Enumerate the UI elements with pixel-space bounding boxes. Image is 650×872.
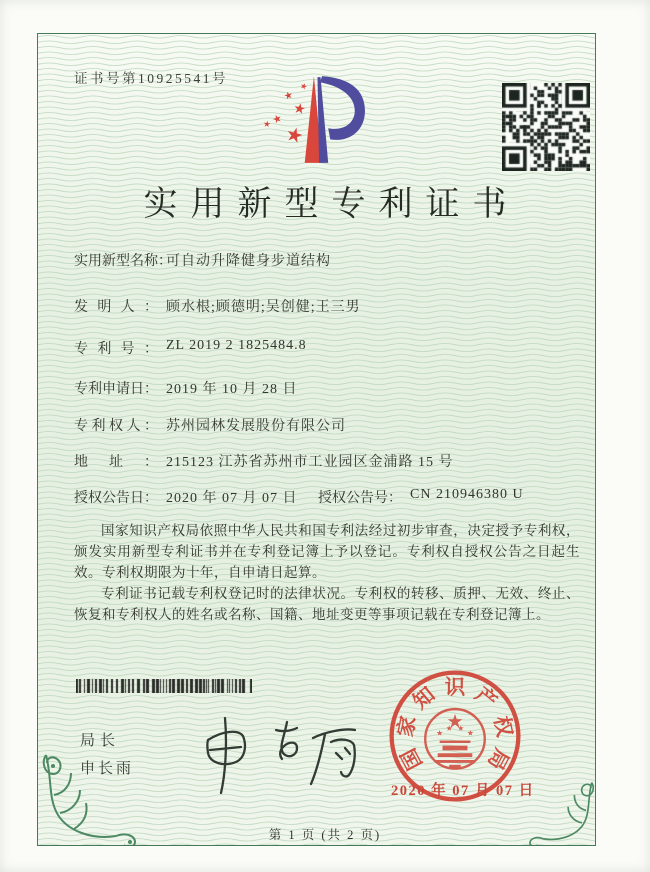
field-label: 地址：	[74, 455, 158, 470]
field-label: 实用新型名称：	[74, 254, 172, 269]
legal-text	[74, 520, 580, 625]
field-patent-number	[74, 338, 554, 358]
officer-title: 局长	[80, 733, 121, 749]
field-filing-date	[74, 378, 554, 398]
field-address	[74, 451, 554, 471]
field-label: 发明人：	[74, 300, 158, 315]
field-value: 2020 年 07 月 07 日	[166, 491, 298, 506]
legal-paragraph-2: 专利证书记载专利权登记时的法律状况。专利权的转移、质押、无效、终止、恢复和专利权人的姓名或名称、国籍、地址变更等事项记载在专利登记簿上。	[74, 586, 580, 622]
certificate-title: 实用新型专利证书	[143, 186, 520, 223]
logo-purple-p	[320, 76, 365, 140]
field-grant-number	[318, 487, 524, 507]
svg-text:局: 局	[483, 744, 513, 773]
field-value: 2019 年 10 月 28 日	[166, 382, 298, 397]
field-label: 授权公告日：	[74, 491, 158, 506]
field-label: 专利申请日：	[74, 382, 158, 397]
svg-text:识: 识	[444, 676, 466, 699]
field-value: 顾水根;顾德明;吴创健;王三男	[166, 300, 361, 315]
seal-date: 2020 年 07 月 07 日	[391, 783, 535, 799]
field-inventors	[74, 296, 554, 316]
field-label: 专利权人：	[74, 419, 158, 434]
cnipa-logo-icon	[256, 70, 380, 167]
field-utility-model-name	[74, 250, 554, 270]
field-grant-row	[74, 487, 554, 507]
field-value: 苏州园林发展股份有限公司	[166, 419, 346, 434]
field-patentee	[74, 415, 554, 435]
field-value: ZL 2019 2 1825484.8	[166, 338, 307, 353]
svg-text:产: 产	[470, 683, 501, 714]
field-label: 授权公告号：	[318, 491, 402, 506]
handwritten-signature-icon	[180, 696, 356, 796]
qr-code	[502, 83, 590, 171]
svg-text:权: 权	[489, 714, 516, 739]
barcode	[76, 679, 252, 693]
officer-name: 申长雨	[80, 761, 135, 777]
svg-text:国: 国	[397, 744, 427, 773]
field-value: 可自动升降健身步道结构	[166, 254, 331, 269]
field-label: 专利号：	[74, 342, 158, 357]
page-number: 第 1 页 (共 2 页)	[268, 828, 382, 842]
field-value: CN 210946380 U	[410, 487, 524, 502]
svg-text:家: 家	[394, 714, 421, 739]
certificate-number: 证书号第10925541号	[74, 71, 228, 86]
field-value: 215123 江苏省苏州市工业园区金浦路 15 号	[166, 455, 454, 470]
seal-national-emblem	[425, 709, 485, 769]
svg-text:知: 知	[409, 683, 440, 714]
legal-paragraph-1: 国家知识产权局依照中华人民共和国专利法经过初步审查，决定授予专利权，颁发实用新型专利证书并在专利登记簿上予以登记。专利权自授权公告之日起生效。专利权期限为十年，自申请日起算。	[74, 523, 580, 580]
